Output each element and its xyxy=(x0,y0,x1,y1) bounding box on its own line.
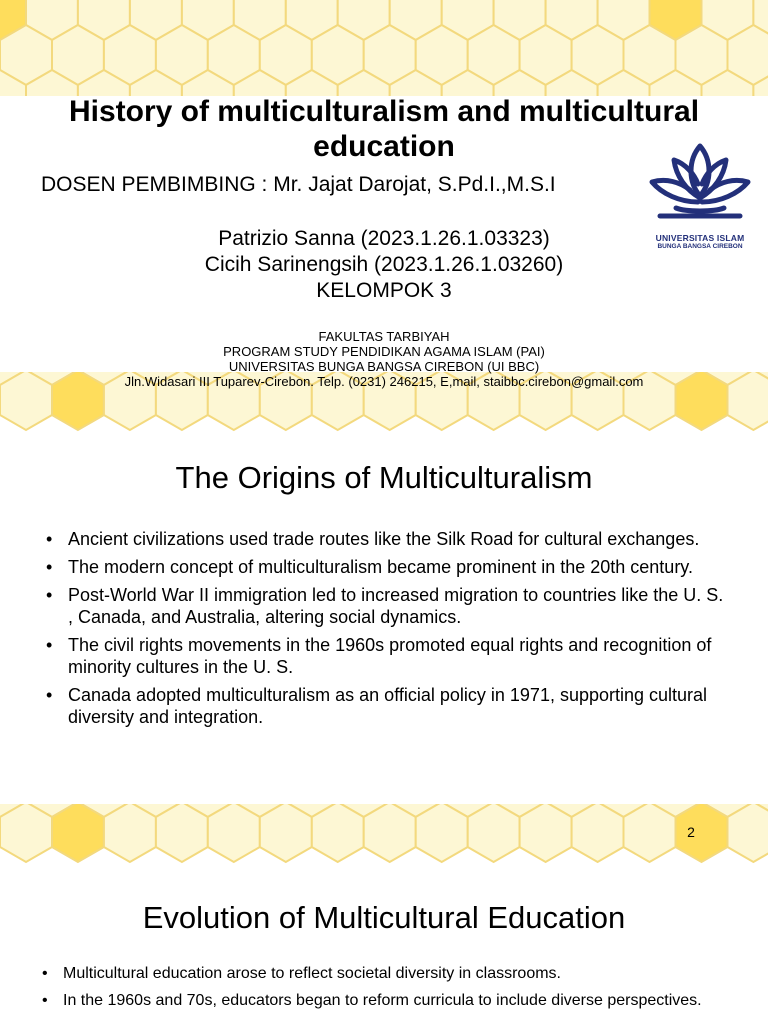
hexagon-cell xyxy=(468,804,520,862)
hexagon-cell xyxy=(312,804,364,862)
hexagon-cell xyxy=(572,804,624,862)
bullet-item: • Post-World War II immigration led to increased migration to countries like the U. S. , Canada, and Australia, altering social dynamics. xyxy=(46,584,726,628)
faculty-line: FAKULTAS TARBIYAH xyxy=(318,329,450,344)
bullet-item: • Canada adopted multiculturalism as an official policy in 1971, supporting cultural diversity and integration. xyxy=(46,684,726,728)
author-1: Patrizio Sanna (2023.1.26.1.03323) xyxy=(218,227,550,250)
bullet-list xyxy=(42,964,722,1018)
honeycomb-band-top xyxy=(0,0,768,96)
group-label: KELOMPOK 3 xyxy=(316,279,452,302)
hexagon-cell xyxy=(364,804,416,862)
honeycomb-pattern xyxy=(0,0,768,96)
hexagon-cell xyxy=(0,804,52,862)
hexagon-cell xyxy=(104,804,156,862)
hexagon-cell xyxy=(0,372,52,430)
hexagon-cell xyxy=(728,372,768,430)
logo-text-line1: UNIVERSITAS ISLAM xyxy=(655,233,745,243)
slide-heading: The Origins of Multiculturalism xyxy=(175,460,593,495)
hexagon-cell xyxy=(260,804,312,862)
logo-text-line2: BUNGA BANGSA CIREBON xyxy=(657,243,743,250)
hexagon-cell xyxy=(416,804,468,862)
page-number: 2 xyxy=(687,824,695,840)
university-logo xyxy=(640,138,760,250)
bullet-item: • The modern concept of multiculturalism became prominent in the 20th century. xyxy=(46,556,726,578)
bullet-item: • Ancient civilizations used trade routes like the Silk Road for cultural exchanges. xyxy=(46,528,726,550)
slide-origins xyxy=(0,432,768,864)
lotus-logo-icon xyxy=(640,138,760,226)
hexagon-cell xyxy=(520,804,572,862)
slide-title xyxy=(0,0,768,432)
honeycomb-pattern xyxy=(0,804,768,864)
slide-evolution xyxy=(0,864,768,1024)
presentation-title: History of multiculturalism and multicultural education xyxy=(68,95,700,163)
address-line: Jln.Widasari III Tuparev-Cirebon. Telp. (0231) 246215, E,mail, staibbc.cirebon@gmail.com xyxy=(124,374,644,389)
honeycomb-band-bottom xyxy=(0,804,768,864)
hexagon-accent xyxy=(52,804,104,862)
lecturer-line: DOSEN PEMBIMBING : Mr. Jajat Darojat, S.Pd.I.,M.S.I xyxy=(41,173,556,196)
hexagon-cell xyxy=(156,804,208,862)
slide-heading: Evolution of Multicultural Education xyxy=(142,900,626,935)
bullet-item: • Multicultural education arose to reflect societal diversity in classrooms. xyxy=(42,964,722,983)
author-2: Cicih Sarinengsih (2023.1.26.1.03260) xyxy=(204,253,564,276)
hexagon-cell xyxy=(208,804,260,862)
hexagon-cell xyxy=(624,804,676,862)
bullet-item: • The civil rights movements in the 1960s promoted equal rights and recognition of minority cultures in the U. S. xyxy=(46,634,726,678)
program-line: PROGRAM STUDY PENDIDIKAN AGAMA ISLAM (PAI) xyxy=(223,344,545,359)
university-line: UNIVERSITAS BUNGA BANGSA CIREBON (UI BBC) xyxy=(228,359,540,374)
hexagon-cell xyxy=(728,804,768,862)
bullet-list xyxy=(46,528,726,734)
bullet-item: • In the 1960s and 70s, educators began to reform curricula to include diverse perspectives. xyxy=(42,991,722,1010)
